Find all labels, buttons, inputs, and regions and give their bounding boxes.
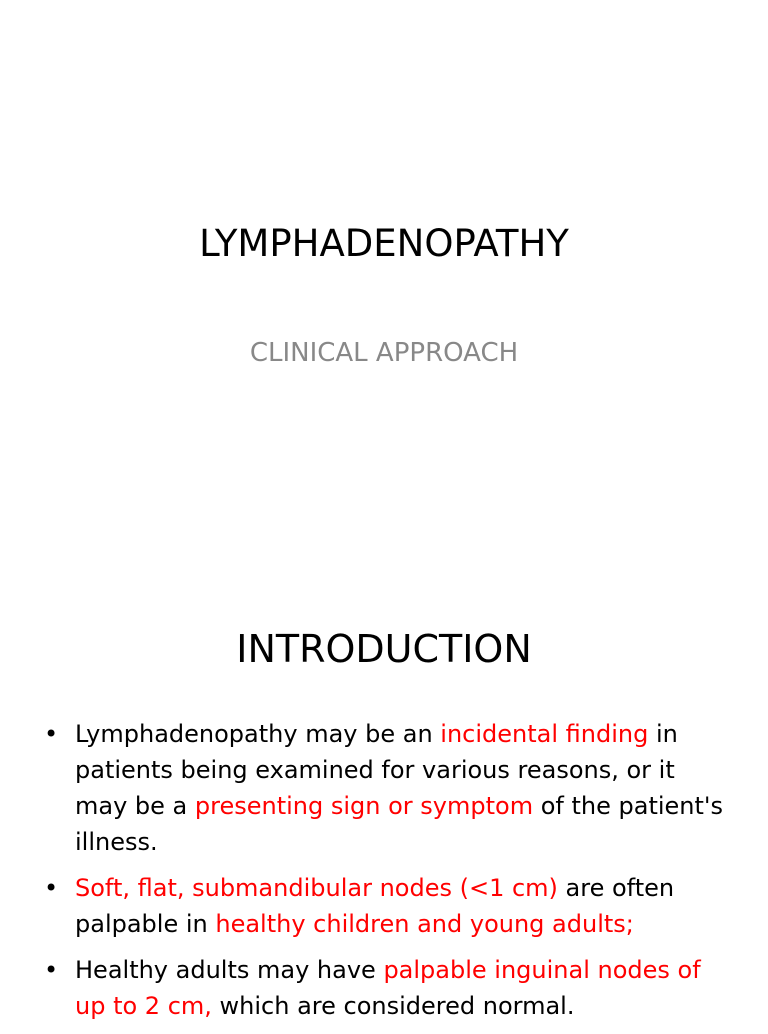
- bullet-dot-icon: •: [44, 956, 59, 984]
- highlighted-text: palpable inguinal nodes of up to 2 cm,: [75, 956, 701, 1020]
- slide-title: LYMPHADENOPATHY: [199, 222, 569, 265]
- slide-subtitle: CLINICAL APPROACH: [249, 338, 519, 368]
- bullet-item: [44, 716, 734, 860]
- highlighted-text: incidental finding: [440, 720, 649, 748]
- text-run: which are considered normal.: [211, 992, 575, 1020]
- bullet-list: [44, 716, 734, 1034]
- bullet-text: [75, 956, 701, 1020]
- bullet-item: [44, 952, 734, 1024]
- text-run: are often palpable in: [75, 874, 675, 938]
- text-run: of the patient's illness.: [75, 792, 724, 856]
- bullet-dot-icon: •: [44, 720, 59, 748]
- bullet-text: [75, 720, 723, 856]
- text-run: Healthy adults may have: [75, 956, 384, 984]
- bullet-item: [44, 870, 734, 942]
- bullet-dot-icon: •: [44, 874, 59, 902]
- highlighted-text: healthy children and young adults;: [215, 910, 634, 938]
- highlighted-text: presenting sign or symptom: [194, 792, 534, 820]
- text-run: in patients being examined for various reasons, or it may be a: [75, 720, 678, 820]
- highlighted-text: Soft, flat, submandibular nodes (<1 cm): [75, 874, 558, 902]
- section-heading: INTRODUCTION: [236, 627, 532, 671]
- bullet-text: [75, 874, 674, 938]
- text-run: Lymphadenopathy may be an: [75, 720, 441, 748]
